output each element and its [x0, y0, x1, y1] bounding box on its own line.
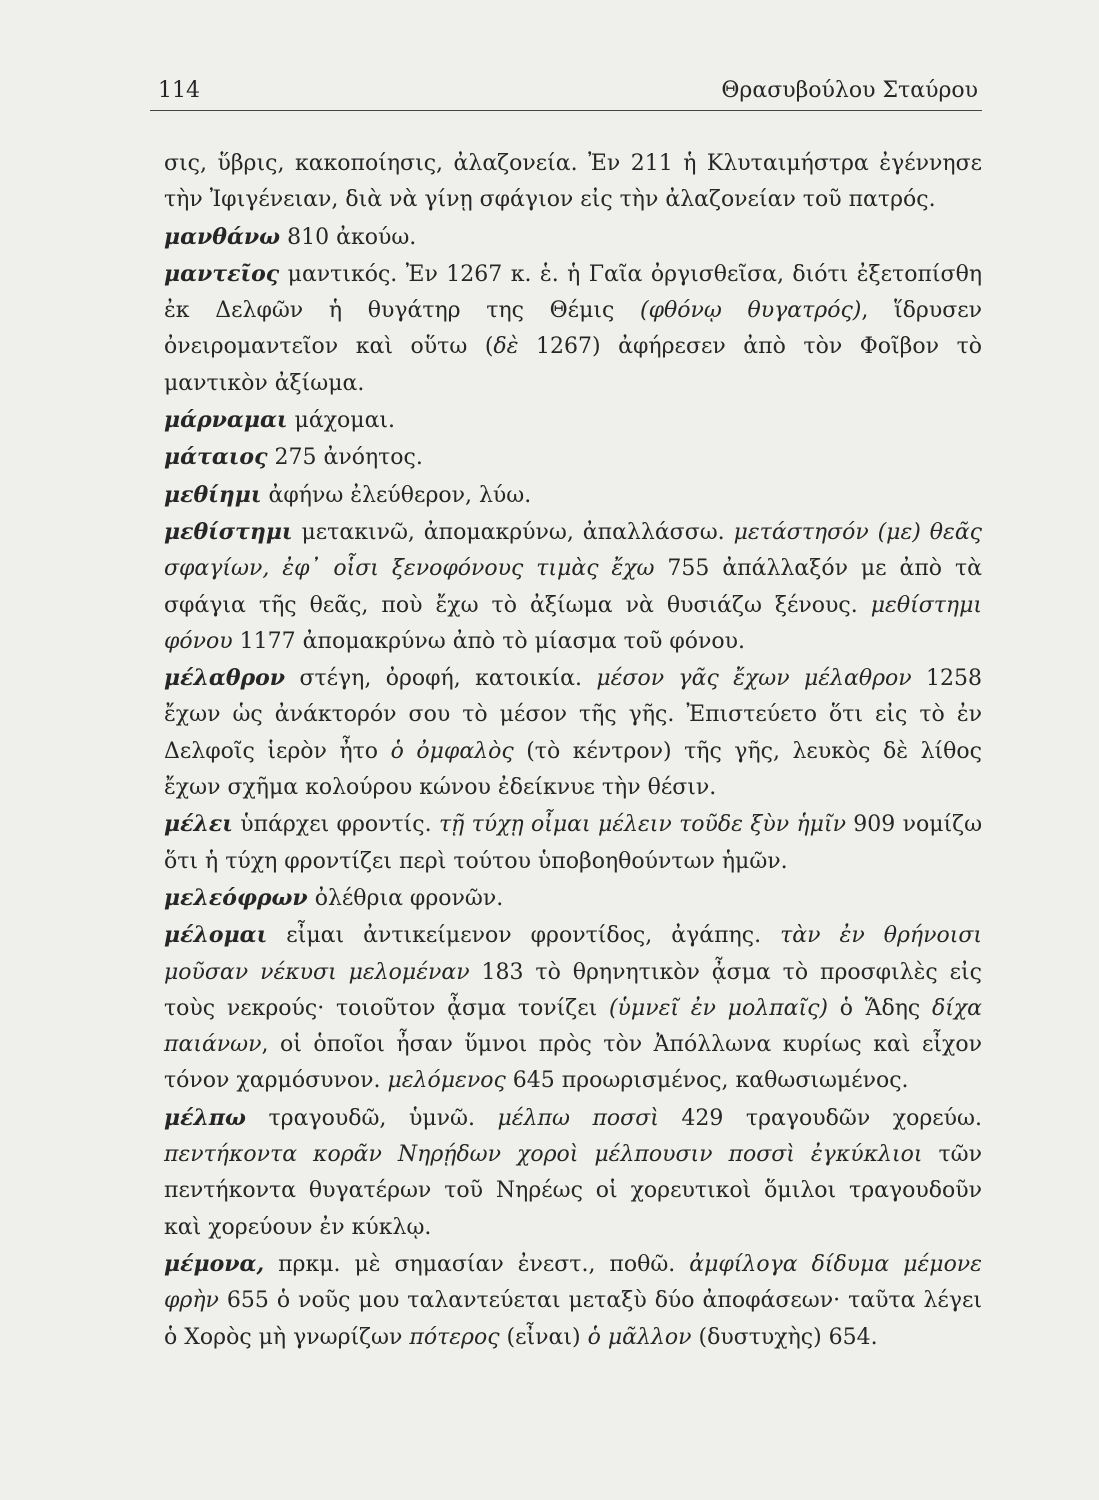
entry-text: μαντικός. Ἐν 1267 κ. ἑ. ἡ Γαῖα ὀργισθεῖσα, διότι ἐξετοπίσθη ἐκ Δελφῶν ἡ θυγάτηρ της Θέμις — [164, 261, 982, 324]
quoted-text: μελόμενος — [387, 1068, 506, 1094]
quoted-text: μέλπω ποσσὶ — [497, 1105, 659, 1131]
page-header — [150, 74, 982, 111]
glossary-entry — [164, 1100, 982, 1246]
entry-text: ὀλέθρια φρονῶν. — [307, 885, 504, 911]
quoted-text: δίχα παιάνων — [164, 995, 983, 1058]
entry-text: (δυστυχὴς) 654. — [691, 1324, 878, 1350]
entry-text: 755 ἀπάλλαξόν με ἀπὸ τὰ σφάγια τῆς θεᾶς, ποὺ ἔχω τὸ ἀξίωμα νὰ θυσιάζω ξένους. — [164, 556, 982, 618]
glossary-entry — [164, 917, 982, 1099]
entry-text: 1267) ἀφήρεσεν ἀπὸ τὸν Φοῖβον τὸ μαντικὸν ἀξίωμα. — [164, 334, 982, 396]
entry-headword: μεθίημι — [164, 481, 262, 508]
entry-headword: μέλει — [164, 811, 233, 838]
quoted-text: μεθίστημι φόνου — [164, 592, 982, 654]
entry-text: 655 ὁ νοῦς μου ταλαντεύεται μεταξὺ δύο ἀποφάσεων· ταῦτα λέγει ὁ Χορὸς μὴ γνωρίζων — [164, 1288, 982, 1350]
quoted-text: πεντήκοντα κορᾶν Νηρῄδων χοροὶ μέλπουσιν ποσσὶ ἐγκύκλιοι — [164, 1142, 923, 1168]
entry-text: , οἱ ὁποῖοι ἦσαν ὕμνοι πρὸς τὸν Ἀπόλλωνα κυρίως καὶ εἶχον τόνον χαρμόσυνον. — [164, 1032, 982, 1094]
entry-headword: μελεόφρων — [164, 884, 308, 911]
entry-text: πρκμ. μὲ σημασίαν ἐνεστ., ποθῶ. — [264, 1251, 690, 1277]
glossary-entry — [164, 402, 982, 439]
entry-headword: μάρναμαι — [164, 407, 288, 434]
glossary-entry — [164, 219, 982, 256]
quoted-text: τὰν ἐν θρήνοισι μοῦσαν νέκυσι μελομέναν — [164, 923, 982, 985]
quoted-text: (ὑμνεῖ ἐν μολπαῖς) — [608, 995, 828, 1021]
glossary-entry — [164, 1246, 982, 1356]
entry-text: (τὸ κέντρον) τῆς γῆς, λευκὸς δὲ λίθος ἔχων σχῆμα κολούρου κώνου ἐδείκνυε τὴν θέσιν. — [164, 738, 982, 801]
entry-text: σις, ὕβρις, κακοποίησις, ἀλαζονεία. Ἐν 211 ἡ Κλυταιμήστρα ἐγέννησε τὴν Ἰφιγένειαν, διὰ νὰ γίνῃ σφάγιον εἰς τὴν ἀλαζονείαν τοῦ πατρός. — [164, 151, 982, 213]
entry-text: 275 ἀνόητος. — [267, 445, 423, 471]
entry-text: μετακινῶ, ἀπομακρύνω, ἀπαλλάσσω. — [292, 519, 734, 545]
entry-text: 1177 ἀπομακρύνω ἀπὸ τὸ μίασμα τοῦ φόνου. — [232, 628, 746, 654]
entry-text: 429 τραγουδῶν χορεύω. — [658, 1105, 982, 1131]
quoted-text: τῇ τύχῃ οἶμαι μέλειν τοῦδε ξὺν ἡμῖν — [438, 812, 846, 838]
glossary-entry — [164, 256, 982, 402]
entry-text: εἶμαι ἀντικείμενον φροντίδος, ἀγάπης. — [267, 923, 781, 949]
entry-headword: μαντεῖος — [164, 260, 280, 287]
entry-headword: μέλομαι — [164, 922, 268, 949]
entry-text: στέγη, ὀροφή, κατοικία. — [285, 666, 597, 692]
entry-text: 1258 ἔχων ὡς ἀνάκτορόν σου τὸ μέσον τῆς γῆς. Ἐπιστεύετο ὅτι εἰς τὸ ἐν Δελφοῖς ἱερὸν ἦτο — [164, 666, 982, 764]
entry-text: ὑπάρχει φροντίς. — [232, 812, 439, 838]
entry-text: ἀφήνω ἐλεύθερον, λύω. — [261, 482, 532, 508]
entry-headword: μέλπω — [164, 1104, 246, 1131]
entry-text: τραγουδῶ, ὑμνῶ. — [245, 1105, 498, 1131]
entry-headword: μάταιος — [164, 444, 268, 471]
glossary-entry — [164, 514, 982, 660]
entry-text: ὁ Ἅδης — [828, 995, 932, 1021]
entry-text: 645 προωρισμένος, καθωσιωμένος. — [505, 1068, 909, 1094]
entry-text: , ἵδρυσεν ὀνειρομαντεῖον καὶ οὕτω ( — [164, 298, 982, 360]
entry-text: 183 τὸ θρηνητικὸν ᾆσμα τὸ προσφιλὲς εἰς τοὺς νεκρούς· τοιοῦτον ᾆσμα τονίζει — [164, 959, 982, 1021]
entry-text: μάχομαι. — [287, 408, 396, 434]
entry-headword: μέλαθρον — [164, 665, 286, 692]
running-head: Θρασυβούλου Σταύρου — [721, 78, 978, 103]
quoted-text: ὁ μᾶλλον — [587, 1324, 692, 1350]
entry-text: (εἶναι) — [499, 1324, 588, 1350]
entry-headword: μανθάνω — [164, 223, 281, 250]
entry-headword: μέμονα, — [164, 1250, 265, 1277]
quoted-text: ἀμφίλογα δίδυμα μέμονε φρὴν — [164, 1251, 982, 1314]
glossary-text — [164, 146, 982, 1356]
glossary-entry — [164, 806, 982, 880]
glossary-entry — [164, 477, 982, 514]
entry-text: 810 ἀκούω. — [280, 224, 417, 250]
quoted-text: (φθόνῳ θυγατρός) — [640, 298, 862, 324]
entry-headword: μεθίστημι — [164, 518, 293, 545]
entry-text: 909 νομίζω ὅτι ἡ τύχη φροντίζει περὶ τούτου ὑποβοηθούντων ἡμῶν. — [164, 812, 983, 874]
quoted-text: ὁ ὀμφαλὸς — [390, 738, 514, 764]
quoted-text: πότερος — [409, 1324, 500, 1350]
glossary-entry — [164, 880, 982, 917]
entry-text: τῶν πεντήκοντα θυγατέρων τοῦ Νηρέως οἱ χορευτικοὶ ὅμιλοι τραγουδοῦν καὶ χορεύουν ἐν κύκλῳ. — [164, 1142, 982, 1240]
glossary-entry — [164, 660, 982, 806]
quoted-text: μετάστησόν (με) θεᾶς σφαγίων, ἐφ᾽ οἷσι ξενοφόνους τιμὰς ἔχω — [164, 519, 983, 582]
quoted-text: μέσον γᾶς ἔχων μέλαθρον — [596, 666, 912, 692]
quoted-text: δὲ — [493, 334, 519, 360]
glossary-entry — [164, 146, 982, 219]
glossary-entry — [164, 439, 982, 476]
page-number: 114 — [158, 78, 200, 103]
